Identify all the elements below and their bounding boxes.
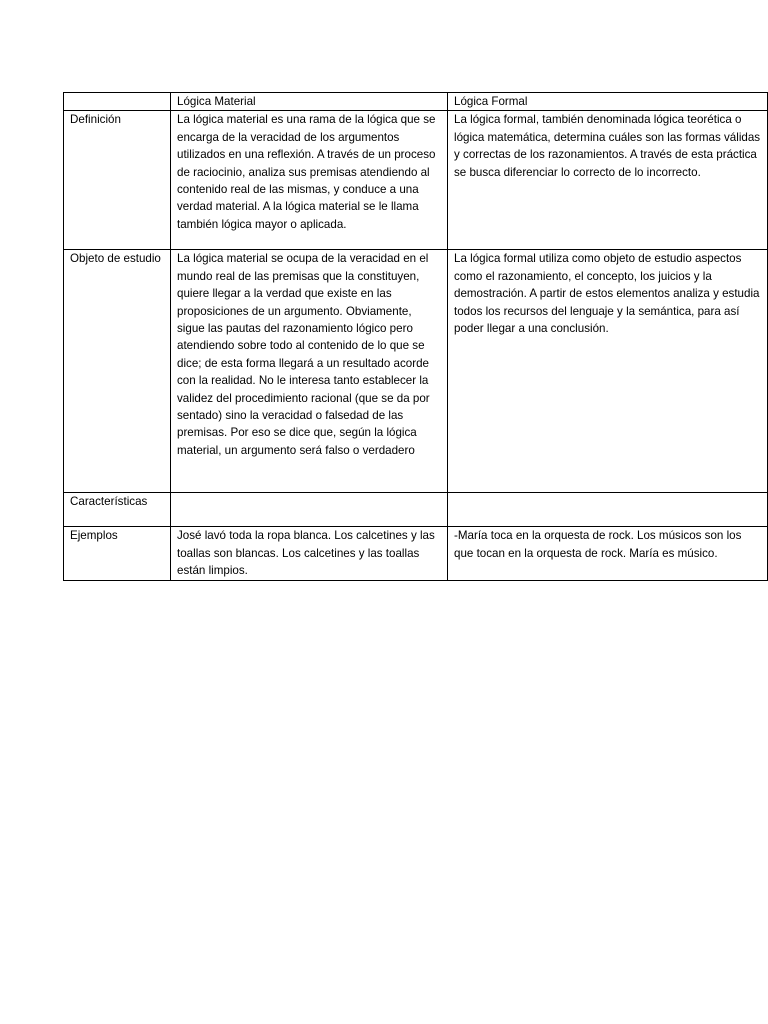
cell-ejemplos-material: José lavó toda la ropa blanca. Los calcetines y las toallas son blancas. Los calcetines y las toallas están limpios. [171,527,448,580]
cell-caracteristicas-material [171,493,448,527]
comparison-table [63,92,768,581]
row-label-ejemplos: Ejemplos [64,527,171,580]
row-label-caracteristicas: Características [64,493,171,527]
table-row-objeto-de-estudio [64,250,768,493]
header-cell-empty [64,93,171,111]
cell-caracteristicas-formal [448,493,768,527]
header-cell-logica-formal: Lógica Formal [448,93,768,111]
table-row-definicion [64,111,768,250]
cell-definicion-material: La lógica material es una rama de la lógica que se encarga de la veracidad de los argumentos utilizados en una reflexión. A través de un proceso de raciocinio, analiza sus premisas atendiendo al contenido real de las mismas, y conduce a una verdad material. A la lógica material se le llama también lógica mayor o aplicada. [171,111,448,250]
table-row-caracteristicas [64,493,768,527]
cell-objeto-material: La lógica material se ocupa de la veracidad en el mundo real de las premisas que la constituyen, quiere llegar a la verdad que existe en las proposiciones de un argumento. Obviamente, sigue las pautas del razonamiento lógico pero atendiendo sobre todo al contenido de lo que se dice; de esta forma llegará a un resultado acorde con la realidad. No le interesa tanto establecer la validez del procedimiento racional (que se da por sentado) sino la veracidad o falsedad de las premisas. Por eso se dice que, según la lógica material, un argumento será falso o verdadero [171,250,448,493]
header-cell-logica-material: Lógica Material [171,93,448,111]
cell-objeto-formal: La lógica formal utiliza como objeto de estudio aspectos como el razonamiento, el concepto, los juicios y la demostración. A partir de estos elementos analiza y estudia todos los recursos del lenguaje y la semántica, para así poder llegar a una conclusión. [448,250,768,493]
cell-ejemplos-formal: -María toca en la orquesta de rock. Los músicos son los que tocan en la orquesta de rock. María es músico. [448,527,768,580]
cell-definicion-formal: La lógica formal, también denominada lógica teorética o lógica matemática, determina cuáles son las formas válidas y correctas de los razonamientos. A través de esta práctica se busca diferenciar lo correcto de lo incorrecto. [448,111,768,250]
row-label-definicion: Definición [64,111,171,250]
table-row-ejemplos [64,527,768,580]
row-label-objeto-de-estudio: Objeto de estudio [64,250,171,493]
table-header-row [64,93,768,111]
